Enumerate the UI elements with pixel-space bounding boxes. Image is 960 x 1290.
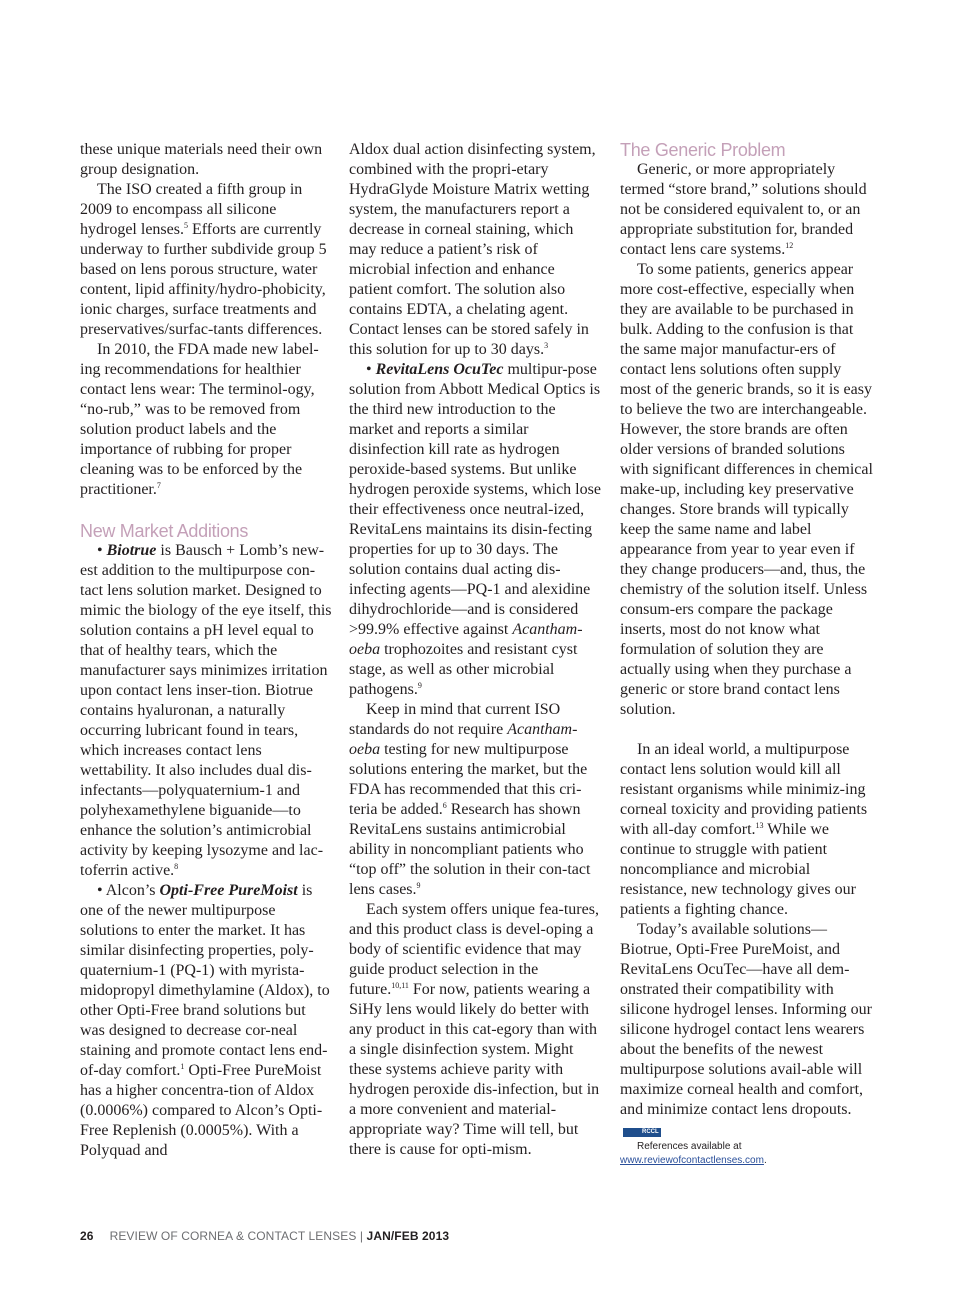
paragraph: [620, 740, 876, 920]
body-text: Research has shown RevitaLens sustains antimicrobial ability in noncompliant patients who “top off” the solution in their con-tact lens cases.: [349, 801, 591, 898]
paragraph: [80, 340, 332, 500]
body-text: Each system offers unique fea-tures, and this product class is devel-oping a body of scientific evidence that may guide product selection in the future.: [349, 901, 599, 998]
body-text: Generic, or more appropriately termed “store brand,” solutions should not be considered equivalent to, or an appropriate substitution for, branded contact lens care systems.: [620, 161, 867, 258]
body-text: Opti-Free PureMoist has a higher concentra-tion of Aldox (0.0006%) compared to Alcon’s Opti-Free Replenish (0.0005%). With a Polyquad and: [80, 1062, 323, 1159]
page-footer: [80, 1228, 449, 1244]
body-text: Keep in mind that current ISO standards do not require: [349, 701, 561, 738]
body-text: these unique materials need their own group designation.: [80, 141, 323, 178]
citation-ref: 5: [183, 221, 188, 230]
italic-term: Acantham-oeba: [349, 621, 583, 658]
body-text: multipur-pose solution from Abbott Medical Optics is the third new introduction to the market and reports a similar disinfection kill rate as hydrogen peroxide-based systems. But unlike hydrogen peroxide systems, which lose their effectiveness once neutral-ized, RevitaLens maintains its disin-fecting properties for up to 30 days. The solution contains dual acting dis-infecting agents—PQ-1 and alexidine dihydrochloride—and is considered >99.9% effective against: [349, 361, 601, 638]
paragraph: [80, 140, 332, 180]
section-heading-new-market-additions: New Market Additions: [80, 521, 249, 541]
body-text: While we continue to struggle with patient noncompliance and microbial resistance, new technology gives our patients a fighting chance.: [620, 821, 856, 918]
end-mark-logo: RCCL: [623, 1128, 661, 1137]
product-name: RevitaLens OcuTec: [375, 361, 504, 378]
citation-ref: 12: [785, 241, 794, 250]
citation-ref: 7: [156, 481, 161, 490]
body-text: trophozoites and resistant cyst stage, as well as other microbial pathogens.: [349, 641, 578, 698]
body-text: Efforts are currently underway to further subdivide group 5 based on lens porous structure, water content, lipid affinity/hydro-phobicity, ionic charges, surface treatments and preservatives/surfac-tants differences.: [80, 221, 327, 338]
references-label: References available at: [637, 1141, 742, 1152]
citation-ref: 6: [442, 801, 447, 810]
paragraph: [620, 920, 876, 1140]
body-text: In 2010, the FDA made new label-ing recommendations for healthier contact lens wear: The terminol-ogy, “no-rub,” was to be removed from solution product labels and the importance of rubbing for proper cleaning was to be enforced by the practitioner.: [80, 341, 319, 498]
body-text: Aldox dual action disinfecting system, combined with the propri-etary HydraGlyde Moisture Matrix wetting system, the manufacturers report a decrease in corneal staining, which may reduce a patient’s risk of microbial infection and enhance patient comfort. The solution also contains EDTA, a chelating agent. Contact lenses can be stored safely in this solution for up to 30 days.: [349, 141, 596, 358]
body-text: In an ideal world, a multipurpose contact lens solution would kill all resistant organisms while minimiz-ing corneal toxicity and providing patients with all-day comfort.: [620, 741, 868, 838]
body-text: The ISO created a fifth group in 2009 to encompass all silicone hydrogel lenses.: [80, 181, 303, 238]
body-text: is Bausch + Lomb’s new-est addition to the multipurpose con-tact lens solution market. Designed to mimic the biology of the eye itself, this solution contains a pH level equal to that of healthy tears, which the manufacturer says minimizes irritation upon contact lens inser-tion. Biotrue contains hyaluronan, a naturally occurring lubricant found in tears, which increases contact lens wettability. It also includes dual dis-infectants—polyquaternium-1 and polyhexamethylene biguanide—to enhance the solution’s antimicrobial activity by keeping lysozyme and lac-toferrin active.: [80, 542, 332, 879]
citation-ref: 9: [416, 881, 421, 890]
references-link[interactable]: www.reviewofcontactlenses.com: [620, 1155, 764, 1166]
article-column-2: [349, 140, 602, 1160]
bullet: •: [97, 542, 107, 559]
references-note: [620, 1140, 876, 1168]
italic-term: Acantham-oeba: [349, 721, 578, 758]
paragraph: [349, 900, 602, 1160]
body-text: To some patients, generics appear more cost-effective, especially when they are available to be purchased in bulk. Adding to the confusion is that the same major manufactur-ers of contact lens solutions often supply most of the generic brands, so it is easy to believe the two are interchangeable. However, the store brands are often older versions of branded solutions with significant differences in chemical make-up, including key preservative changes. Store brands will typically keep the same name and label appearance from year to year even if they change producers—and, thus, the chemistry of the solution itself. Unless consum-ers compare the package inserts, most do not know what formulation of solution they are actually using when they purchase a generic or store brand contact lens solution.: [620, 261, 873, 718]
body-text: For now, patients wearing a SiHy lens would likely do better with any product in this cat-egory than with a single disinfection system. Might these systems achieve parity with hydrogen peroxide dis-infection, but in a more convenient and material-appropriate way? Time will tell, but there is cause for opti-mism.: [349, 981, 600, 1158]
article-column-3: [620, 140, 876, 1168]
citation-ref: 10,11: [391, 981, 409, 990]
paragraph: [620, 260, 876, 720]
paragraph: [620, 160, 876, 260]
paragraph: [349, 140, 602, 360]
body-text: testing for new multipurpose solutions entering the market, but the FDA has recommended that this cri-teria be added.: [349, 741, 588, 818]
article-column-1: [80, 140, 332, 1161]
citation-ref: 9: [417, 681, 422, 690]
body-text: Today’s available solutions—Biotrue, Opti-Free PureMoist, and RevitaLens OcuTec—have all dem-onstrated their compatibility with silicone hydrogel lenses. Informing our silicone hydrogel contact lens wearers about the benefits of the newest multipurpose solutions avail-able will maximize corneal health and comfort, and minimize contact lens dropouts.: [620, 921, 872, 1118]
publication-name: REVIEW OF CORNEA & CONTACT LENSES |: [109, 1229, 367, 1243]
citation-ref: 13: [755, 821, 764, 830]
body-text: is one of the newer multipurpose solutions to enter the market. It has similar disinfecting properties, poly-quaternium-1 (PQ-1) with myrista-midopropyl dimethylamine (Aldox), to other Opti-Free brand solutions but was designed to decrease cor-neal staining and promote contact lens end-of-day comfort.: [80, 882, 330, 1079]
citation-ref: 8: [174, 862, 179, 871]
issue-date: JAN/FEB 2013: [366, 1229, 450, 1243]
product-name: Opti-Free PureMoist: [159, 882, 298, 899]
citation-ref: 1: [180, 1062, 185, 1071]
bullet: •: [366, 361, 376, 378]
paragraph: [80, 180, 332, 340]
paragraph: [349, 700, 602, 900]
paragraph-biotrue: [80, 541, 332, 881]
paragraph-spacer: [620, 720, 876, 740]
bullet: • Alcon’s: [97, 882, 160, 899]
section-heading-generic-problem: The Generic Problem: [620, 140, 786, 160]
product-name: Biotrue: [106, 542, 157, 559]
references-period: .: [763, 1155, 767, 1166]
paragraph-opti-free: [80, 881, 332, 1161]
page-number: 26: [80, 1229, 94, 1243]
paragraph-revitalens: [349, 360, 602, 700]
citation-ref: 3: [544, 341, 549, 350]
